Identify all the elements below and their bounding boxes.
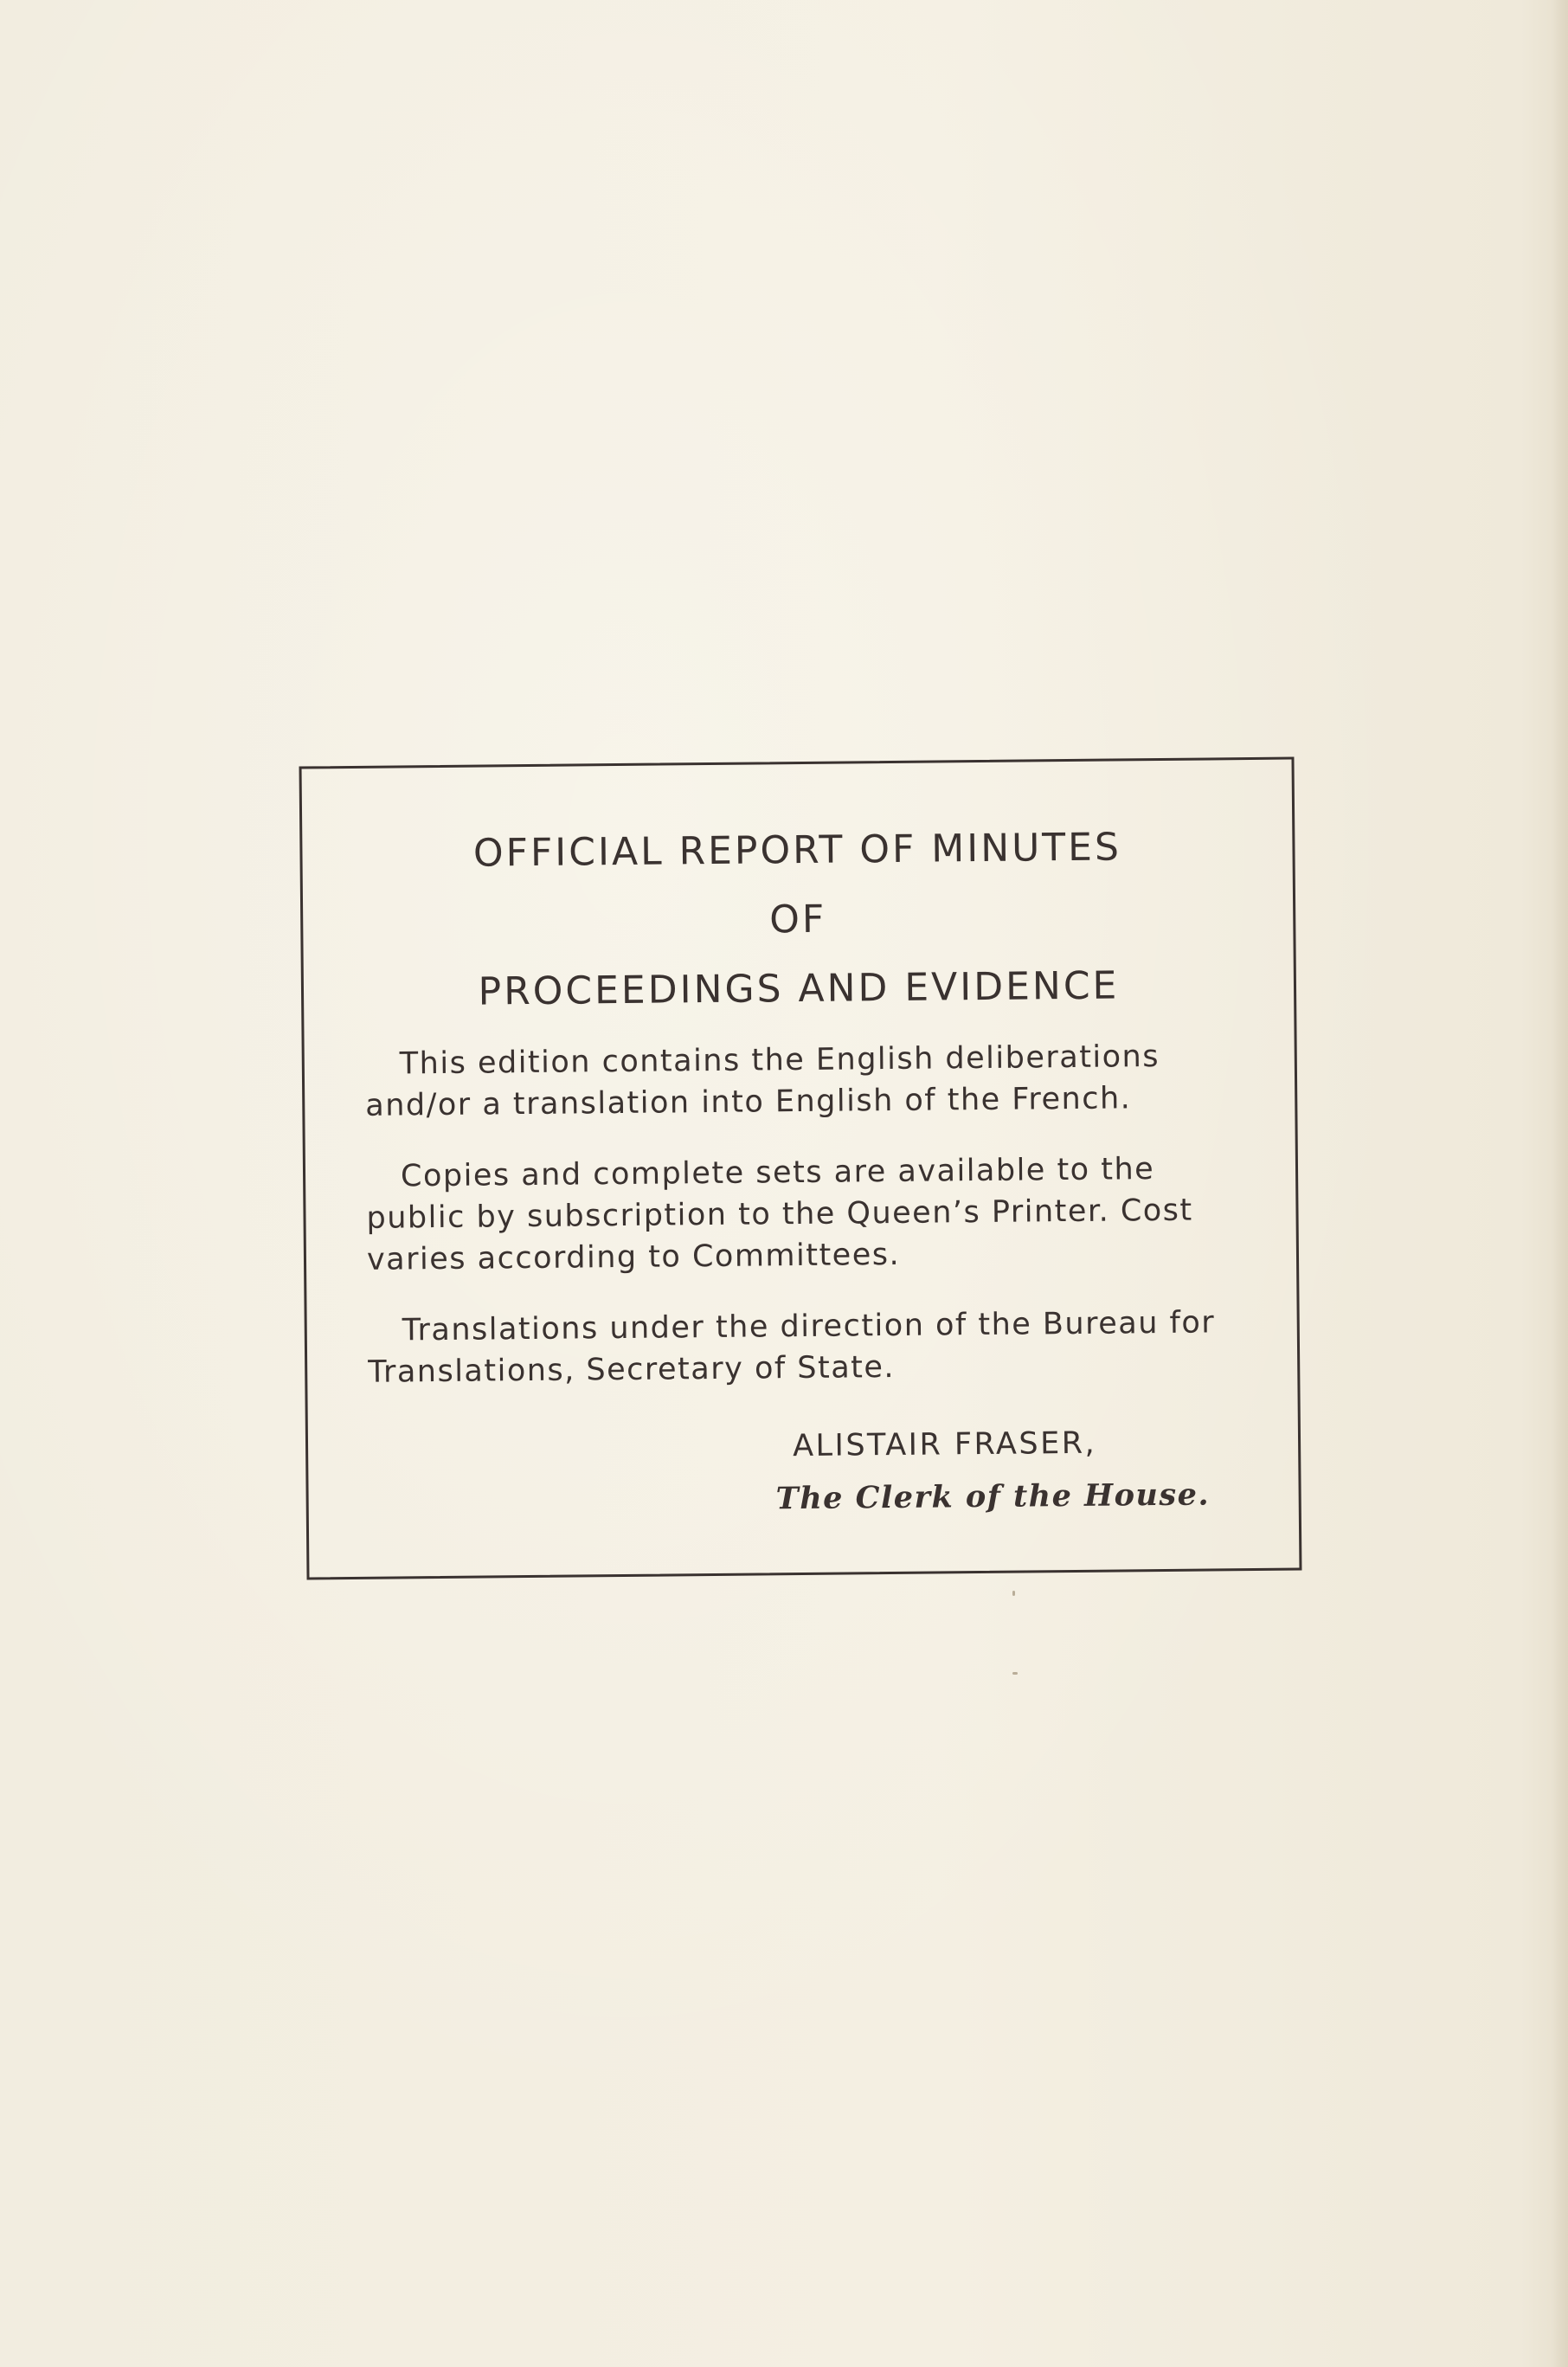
notice-box <box>299 757 1302 1580</box>
heading-line-1: OFFICIAL REPORT OF MINUTES <box>472 825 1122 876</box>
page-edge-shadow <box>1552 0 1568 2367</box>
heading-line-3: PROCEEDINGS AND EVIDENCE <box>478 963 1120 1014</box>
edition-paragraph: This edition contains the English deliberations and/or a translation into English of the French. <box>365 1039 1160 1123</box>
translation-paragraph: Translations under the direction of the Bureau for Translations, Secretary of State. <box>368 1305 1216 1390</box>
paper-speck <box>1012 1591 1015 1596</box>
heading-line-2: OF <box>769 897 827 942</box>
signatory-title: The Clerk of the House. <box>775 1476 1211 1517</box>
signatory-name: ALISTAIR FRASER, <box>792 1425 1097 1464</box>
notice-content <box>363 812 1238 1521</box>
subscription-paragraph: Copies and complete sets are available to the public by subscription to the Queen’s Printer. Cost varies according to Committees. <box>366 1152 1193 1277</box>
paper-speck <box>1012 1672 1018 1675</box>
